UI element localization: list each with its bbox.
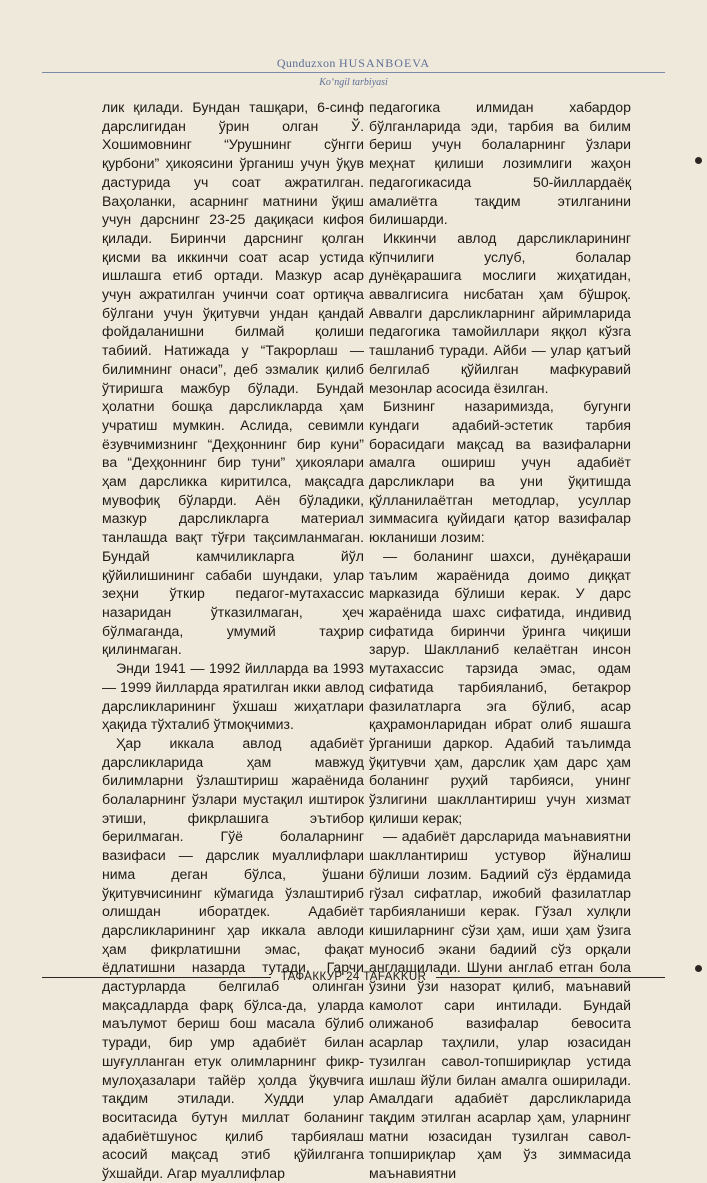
left-column [102, 98, 364, 1183]
running-header-title: Ko‘ngil tarbiyasi [319, 77, 388, 88]
paragraph: педагогика илмидан хабардор бўлганларида эди, тарбия ва билим бериш учун болаларнинг ўзлари меҳнат қилиши лозимлиги жаҳон педагогикасида 50-йиллардаёқ амалиётга тақдим этилганини билишарди. [369, 99, 631, 228]
paragraph: Ҳар иккала авлод адабиёт дарсликларида ҳам мавжуд билимларни ўзлаштириш жараёнида болаларнинг ўзлари мустақил иштирок этиши, фикрлашига эътибор берилмаган. Гўё болаларнинг вазифаси — дарслик муаллифлари нима деган бўлса, ўшани ўқитувчисининг кўмагида ўзлаштириб олишдан иборатдек. Адабиёт дарсликларининг ҳар иккала авлоди ҳам фикрлатишни эмас, фақат ёдлатишни назарда тутади. Гарчи дастурларда белгилаб олинган мақсадларда фарқ бўлса-да, уларда маълумот бериш бош масала бўлиб туради, бир умр адабиёт билан шуғулланган етук олимларнинг фикр-мулоҳазалари тайёр ҳолда ўқувчига тақдим этилади. Худди улар воситасида бутун миллат боланинг адабиётшунос қилиб тарбиялаш асосий мақсад этиб қўйилганга ўхшайди. Агар муаллифлар [102, 734, 364, 1182]
running-header-author [0, 56, 707, 71]
header-rule [42, 72, 665, 73]
paragraph: Бизнинг назаримизда, бугунги кундаги адабий-эстетик тарбия борасидаги мақсад ва вазифаларни амалга ошириш учун адабиёт дарсликлари ва уни ўқитишда қўлланилаётган методлар, усуллар зиммасига қуйидаги қатор вазифалар юкланиши лозим: [369, 398, 631, 546]
footer-rule-left [42, 977, 271, 978]
binding-hole-top [695, 157, 702, 164]
right-column [369, 98, 631, 1183]
paragraph: лик қилади. Бундан ташқари, 6-синф дарслигидан ўрин олган Ў. Хошимовнинг “Урушнинг сўнгги қурбони” ҳикоясини ўрганиш учун ўқув дастурида уч соат ажратилган. Ваҳоланки, асарнинг матнини ўқиш учун дарснинг 23-25 дақиқаси кифоя қилади. Биринчи дарснинг қолган қисми ва иккинчи соат асар устида ишлашга етиб ортади. Мазкур асар учун ажратилган учинчи соат ортиқча бўлгани учун ўқитувчи ундан қандай фойдаланишни билмай қолиши табиий. Натижада у “Такрорлаш — билимнинг онаси”, деб эзмалик қилиб ўтиришга мажбур бўлади. Бундай ҳолатни бошқа дарсликларда ҳам учратиш мумкин. Аслида, севимли ёзувчимизнинг “Деҳқоннинг бир куни” ва “Деҳқоннинг бир туни” ҳикоялари ҳам дарсликка киритилса, мақсадга мувофиқ бўларди. Аён бўладики, мазкур дарсликларга материал танлашда вақт тўғри тақсимланмаган. Бундай камчиликларга йўл қўйилишининг сабаби шундаки, улар зеҳни ўткир педагог-мутахассис назаридан ўтказилмаган, ҳеч бўлмаганда, умумий таҳрир қилинмаган. [102, 99, 364, 658]
author-first-name: Qunduzxon [276, 56, 336, 70]
paragraph: Иккинчи авлод дарсликларининг кўпчилиги услуб, болалар дунёқарашига мослиги жиҳатидан, аввалгисига нисбатан ҳам бўшроқ. Аввалги дарсликларнинг айримларида педагогика тамойиллари яққол кўзга ташланиб туради. Айби — улар қатъий белгилаб қўйилган мафкуравий мезонлар асосида ёзилган. [369, 229, 631, 396]
paragraph: — адабиёт дарсларида маънавиятни шакллантириш устувор йўналиш бўлиши лозим. Бадиий сўз ёрдамида гўзал сифатлар, ижобий фазилатлар тарбияланиши керак. Гўзал хулқли кишиларнинг сўзи ҳам, иши ҳам ўзига муносиб экани бадиий сўз орқали англашилади. Шуни англаб етган бола ўзини ўзи назорат қилиб, маънавий камолот сари интилади. Бундай олижаноб вазифалар бевосита асарлар таҳлили, улар юзасидан тузилган савол-топшириқлар устида ишлаш йўли билан амалга оширилади. Амалдаги адабиёт дарсликларида тақдим этилган асарлар ҳам, уларнинг матни юзасидан тузилган савол-топшириқлар ҳам ўз зиммасида маънавиятни [369, 828, 631, 1182]
paragraph: — боланинг шахси, дунёқараши таълим жараёнида доимо диққат марказида бўлиши керак. У дарс жараёнида шахс сифатида, индивид сифатида биринчи ўринга чиқиши зарур. Шаклланиб келаётган инсон мутахассис тарзида эмас, одам сифатида тарбияланиб, бетакрор фазилатларга эга бўлиб, асар қаҳрамонларидан ибрат олиб яшашга ўрганиши даркор. Адабий таълимда ўқитувчи ҳам, дарслик ҳам дарс ҳам боланинг руҳий тарбияси, унинг ўзлигини шакллантириш учун хизмат қилиши керак; [369, 547, 631, 826]
footer-page-label: ТАФАККУР 24 TAFAKKUR [280, 971, 427, 983]
footer-rule-right [436, 977, 665, 978]
page-footer [42, 970, 665, 984]
paragraph: Энди 1941 — 1992 йилларда ва 1993 — 1999 йилларда яратилган икки авлод дарсликларининг ўхшаш жиҳатлари ҳақида тўхталиб ўтмоқчимиз. [102, 660, 364, 733]
author-surname: HUSANBOEVA [338, 56, 431, 70]
binding-hole-bottom [695, 965, 702, 972]
